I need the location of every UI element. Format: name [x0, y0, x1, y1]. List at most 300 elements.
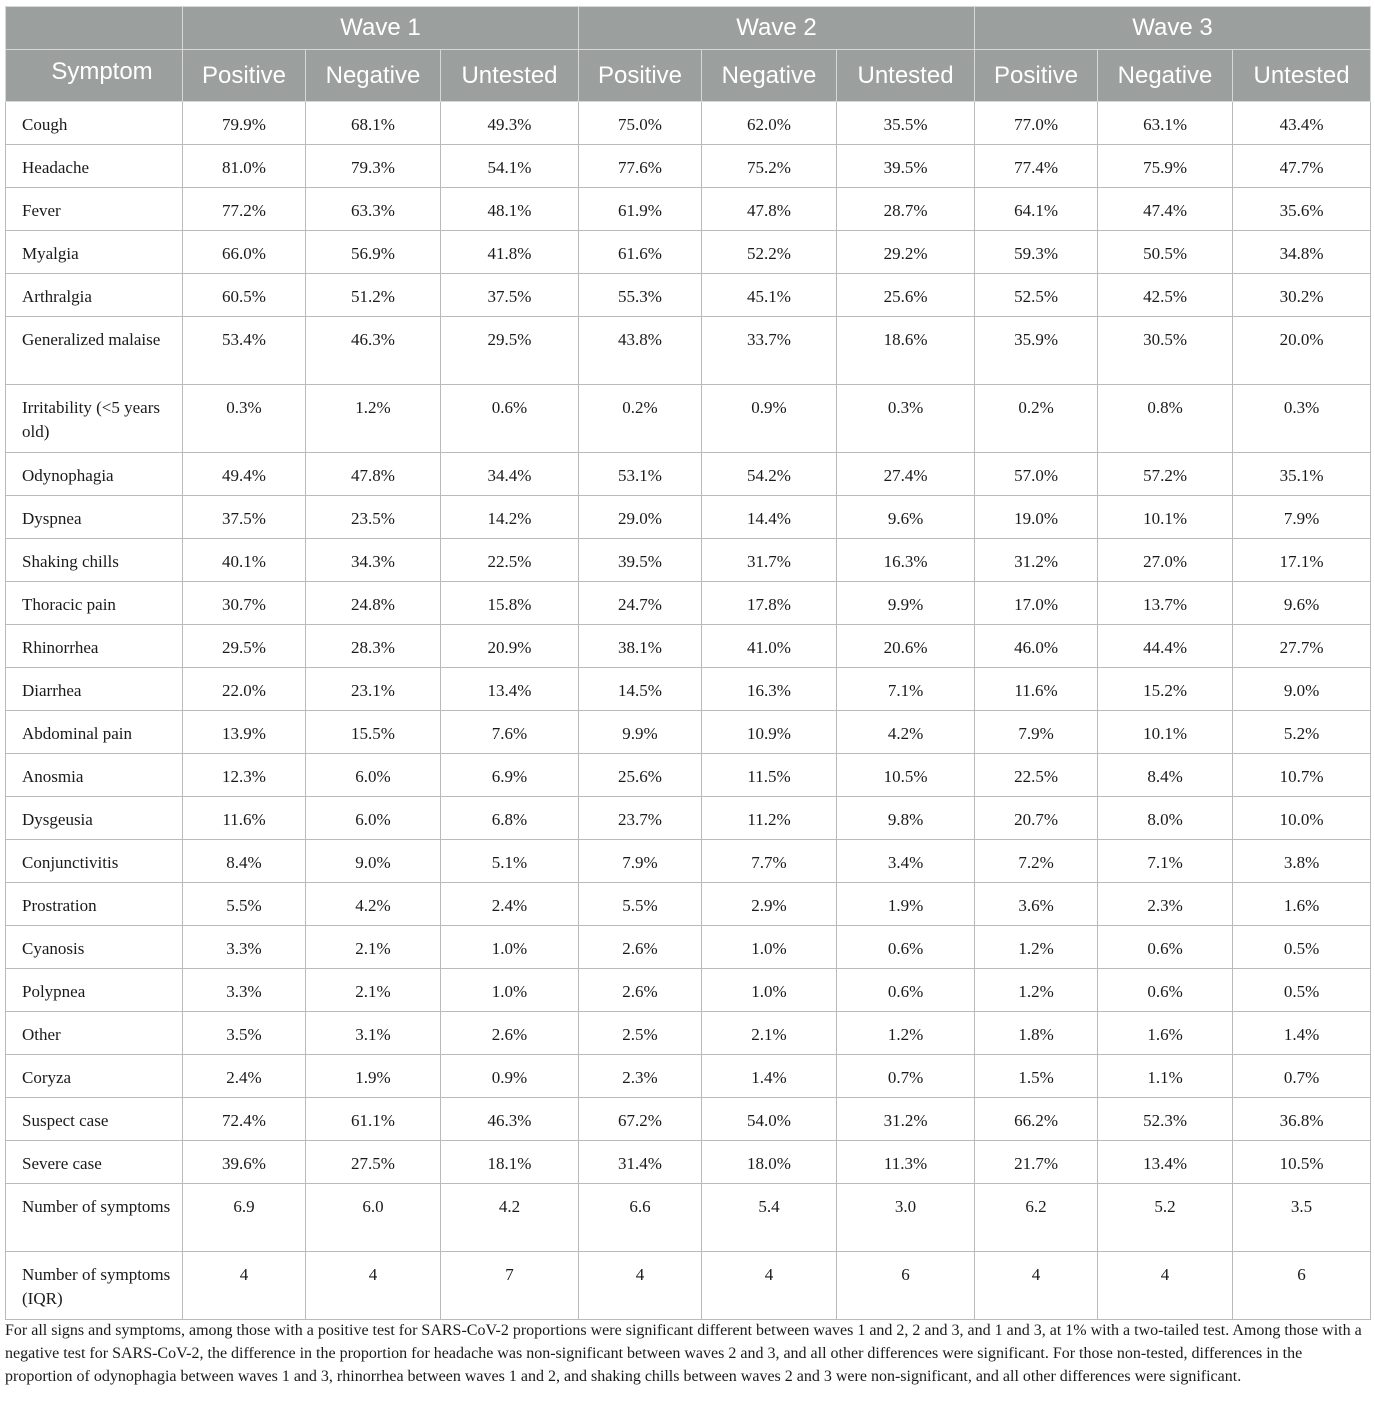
value-cell: 7.7%: [702, 840, 837, 883]
value-cell: 20.0%: [1233, 317, 1371, 385]
value-cell: 7: [441, 1252, 579, 1320]
value-cell: 3.5: [1233, 1184, 1371, 1252]
value-cell: 55.3%: [579, 274, 702, 317]
symptom-name-cell: Cyanosis: [6, 926, 183, 969]
value-cell: 25.6%: [837, 274, 975, 317]
value-cell: 6.9: [183, 1184, 306, 1252]
value-cell: 9.0%: [306, 840, 441, 883]
value-cell: 18.1%: [441, 1141, 579, 1184]
symptom-name-cell: Cough: [6, 102, 183, 145]
table-row: [6, 188, 1371, 231]
symptom-name-cell: Number of symptoms (IQR): [6, 1252, 183, 1320]
value-cell: 11.6%: [183, 797, 306, 840]
wave-3-positive-header: Positive: [975, 50, 1098, 102]
value-cell: 5.5%: [183, 883, 306, 926]
symptom-name-cell: Shaking chills: [6, 539, 183, 582]
value-cell: 75.0%: [579, 102, 702, 145]
value-cell: 24.8%: [306, 582, 441, 625]
value-cell: 28.3%: [306, 625, 441, 668]
value-cell: 56.9%: [306, 231, 441, 274]
value-cell: 61.1%: [306, 1098, 441, 1141]
symptoms-table: [5, 6, 1371, 1320]
subheader-row: [6, 50, 1371, 102]
value-cell: 57.0%: [975, 453, 1098, 496]
value-cell: 2.5%: [579, 1012, 702, 1055]
value-cell: 23.5%: [306, 496, 441, 539]
table-footnote: For all signs and symptoms, among those with a positive test for SARS-CoV-2 proportions were significant different between waves 1 and 2, 2 and 3, and 1 and 3, at 1% with a two-tailed test. Among those with a negative test for SARS-CoV-2, the difference in the proportion for headache was non-significant between waves 2 and 3, and all other differences were significant. For those non-tested, differences in the proportion of odynophagia between waves 1 and 3, rhinorrhea between waves 1 and 2, and shaking chills between waves 2 and 3 were non-significant, and all other differences were significant.: [5, 1322, 1362, 1385]
value-cell: 47.8%: [702, 188, 837, 231]
symptom-name-cell: Severe case: [6, 1141, 183, 1184]
table-row: [6, 1252, 1371, 1320]
value-cell: 42.5%: [1098, 274, 1233, 317]
value-cell: 0.6%: [1098, 926, 1233, 969]
value-cell: 10.1%: [1098, 711, 1233, 754]
symptom-name-cell: Headache: [6, 145, 183, 188]
table-body: [6, 102, 1371, 1320]
value-cell: 2.1%: [306, 926, 441, 969]
symptom-name-cell: Conjunctivitis: [6, 840, 183, 883]
symptom-name-cell: Coryza: [6, 1055, 183, 1098]
value-cell: 19.0%: [975, 496, 1098, 539]
value-cell: 0.9%: [702, 385, 837, 453]
value-cell: 53.1%: [579, 453, 702, 496]
value-cell: 1.2%: [975, 969, 1098, 1012]
table-row: [6, 1098, 1371, 1141]
symptom-name-cell: Abdominal pain: [6, 711, 183, 754]
value-cell: 0.6%: [837, 926, 975, 969]
value-cell: 79.3%: [306, 145, 441, 188]
value-cell: 0.9%: [441, 1055, 579, 1098]
value-cell: 4: [183, 1252, 306, 1320]
value-cell: 5.5%: [579, 883, 702, 926]
value-cell: 13.7%: [1098, 582, 1233, 625]
value-cell: 38.1%: [579, 625, 702, 668]
value-cell: 1.0%: [702, 926, 837, 969]
value-cell: 10.5%: [837, 754, 975, 797]
symptom-name-cell: Thoracic pain: [6, 582, 183, 625]
wave-2-negative-header: Negative: [702, 50, 837, 102]
symptom-name-cell: Rhinorrhea: [6, 625, 183, 668]
value-cell: 0.3%: [183, 385, 306, 453]
value-cell: 23.1%: [306, 668, 441, 711]
symptom-name-cell: Suspect case: [6, 1098, 183, 1141]
value-cell: 23.7%: [579, 797, 702, 840]
value-cell: 29.5%: [441, 317, 579, 385]
wave-2-positive-header: Positive: [579, 50, 702, 102]
value-cell: 34.3%: [306, 539, 441, 582]
value-cell: 1.0%: [441, 969, 579, 1012]
value-cell: 40.1%: [183, 539, 306, 582]
value-cell: 54.0%: [702, 1098, 837, 1141]
value-cell: 30.7%: [183, 582, 306, 625]
value-cell: 72.4%: [183, 1098, 306, 1141]
wave-1-positive-header: Positive: [183, 50, 306, 102]
value-cell: 22.0%: [183, 668, 306, 711]
symptom-column-header: Symptom: [6, 50, 183, 102]
value-cell: 1.4%: [1233, 1012, 1371, 1055]
table-row: [6, 625, 1371, 668]
value-cell: 6: [1233, 1252, 1371, 1320]
value-cell: 77.4%: [975, 145, 1098, 188]
value-cell: 77.0%: [975, 102, 1098, 145]
value-cell: 2.4%: [183, 1055, 306, 1098]
value-cell: 17.1%: [1233, 539, 1371, 582]
value-cell: 3.1%: [306, 1012, 441, 1055]
value-cell: 3.0: [837, 1184, 975, 1252]
value-cell: 47.8%: [306, 453, 441, 496]
value-cell: 44.4%: [1098, 625, 1233, 668]
value-cell: 11.3%: [837, 1141, 975, 1184]
value-cell: 7.9%: [975, 711, 1098, 754]
value-cell: 1.0%: [702, 969, 837, 1012]
value-cell: 5.2%: [1233, 711, 1371, 754]
value-cell: 46.3%: [441, 1098, 579, 1141]
value-cell: 7.1%: [1098, 840, 1233, 883]
value-cell: 4.2%: [306, 883, 441, 926]
value-cell: 2.1%: [306, 969, 441, 1012]
value-cell: 3.5%: [183, 1012, 306, 1055]
wave-header-row: [6, 7, 1371, 50]
value-cell: 68.1%: [306, 102, 441, 145]
value-cell: 13.9%: [183, 711, 306, 754]
value-cell: 8.4%: [1098, 754, 1233, 797]
value-cell: 77.2%: [183, 188, 306, 231]
value-cell: 1.6%: [1098, 1012, 1233, 1055]
value-cell: 34.4%: [441, 453, 579, 496]
value-cell: 6.8%: [441, 797, 579, 840]
value-cell: 24.7%: [579, 582, 702, 625]
value-cell: 47.7%: [1233, 145, 1371, 188]
value-cell: 66.2%: [975, 1098, 1098, 1141]
value-cell: 37.5%: [183, 496, 306, 539]
value-cell: 9.6%: [1233, 582, 1371, 625]
value-cell: 1.0%: [441, 926, 579, 969]
value-cell: 1.4%: [702, 1055, 837, 1098]
value-cell: 43.8%: [579, 317, 702, 385]
value-cell: 9.9%: [837, 582, 975, 625]
table-row: [6, 496, 1371, 539]
value-cell: 27.4%: [837, 453, 975, 496]
value-cell: 49.3%: [441, 102, 579, 145]
value-cell: 6: [837, 1252, 975, 1320]
value-cell: 0.2%: [975, 385, 1098, 453]
table-header: [6, 7, 1371, 102]
value-cell: 79.9%: [183, 102, 306, 145]
value-cell: 1.2%: [837, 1012, 975, 1055]
value-cell: 46.3%: [306, 317, 441, 385]
value-cell: 5.1%: [441, 840, 579, 883]
value-cell: 27.7%: [1233, 625, 1371, 668]
value-cell: 46.0%: [975, 625, 1098, 668]
symptom-name-cell: Other: [6, 1012, 183, 1055]
symptom-name-cell: Diarrhea: [6, 668, 183, 711]
symptom-name-cell: Number of symptoms: [6, 1184, 183, 1252]
value-cell: 6.0%: [306, 754, 441, 797]
value-cell: 10.1%: [1098, 496, 1233, 539]
value-cell: 31.2%: [837, 1098, 975, 1141]
value-cell: 43.4%: [1233, 102, 1371, 145]
wave-3-negative-header: Negative: [1098, 50, 1233, 102]
value-cell: 2.3%: [579, 1055, 702, 1098]
table-row: [6, 797, 1371, 840]
table-row: [6, 274, 1371, 317]
value-cell: 16.3%: [837, 539, 975, 582]
value-cell: 4.2: [441, 1184, 579, 1252]
table-row: [6, 317, 1371, 385]
value-cell: 2.6%: [579, 969, 702, 1012]
value-cell: 37.5%: [441, 274, 579, 317]
value-cell: 7.1%: [837, 668, 975, 711]
value-cell: 14.4%: [702, 496, 837, 539]
value-cell: 0.8%: [1098, 385, 1233, 453]
wave-3-header: Wave 3: [975, 7, 1371, 50]
value-cell: 3.8%: [1233, 840, 1371, 883]
value-cell: 52.5%: [975, 274, 1098, 317]
value-cell: 51.2%: [306, 274, 441, 317]
value-cell: 6.9%: [441, 754, 579, 797]
table-row: [6, 840, 1371, 883]
symptom-name-cell: Myalgia: [6, 231, 183, 274]
value-cell: 28.7%: [837, 188, 975, 231]
value-cell: 48.1%: [441, 188, 579, 231]
value-cell: 52.2%: [702, 231, 837, 274]
value-cell: 29.2%: [837, 231, 975, 274]
value-cell: 35.9%: [975, 317, 1098, 385]
value-cell: 15.8%: [441, 582, 579, 625]
value-cell: 9.8%: [837, 797, 975, 840]
value-cell: 54.2%: [702, 453, 837, 496]
value-cell: 8.0%: [1098, 797, 1233, 840]
value-cell: 30.2%: [1233, 274, 1371, 317]
table-row: [6, 1141, 1371, 1184]
value-cell: 75.9%: [1098, 145, 1233, 188]
table-row: [6, 453, 1371, 496]
value-cell: 27.0%: [1098, 539, 1233, 582]
symptom-header-spacer: [6, 7, 183, 50]
value-cell: 1.9%: [837, 883, 975, 926]
value-cell: 13.4%: [441, 668, 579, 711]
value-cell: 4: [579, 1252, 702, 1320]
table-row: [6, 1012, 1371, 1055]
value-cell: 20.6%: [837, 625, 975, 668]
symptom-name-cell: Anosmia: [6, 754, 183, 797]
value-cell: 6.0%: [306, 797, 441, 840]
value-cell: 18.0%: [702, 1141, 837, 1184]
value-cell: 39.5%: [837, 145, 975, 188]
symptom-name-cell: Dysgeusia: [6, 797, 183, 840]
table-row: [6, 102, 1371, 145]
value-cell: 59.3%: [975, 231, 1098, 274]
value-cell: 2.1%: [702, 1012, 837, 1055]
value-cell: 5.2: [1098, 1184, 1233, 1252]
value-cell: 39.6%: [183, 1141, 306, 1184]
value-cell: 5.4: [702, 1184, 837, 1252]
symptom-name-cell: Dyspnea: [6, 496, 183, 539]
value-cell: 39.5%: [579, 539, 702, 582]
value-cell: 81.0%: [183, 145, 306, 188]
symptom-name-cell: Prostration: [6, 883, 183, 926]
value-cell: 35.6%: [1233, 188, 1371, 231]
value-cell: 35.1%: [1233, 453, 1371, 496]
value-cell: 7.2%: [975, 840, 1098, 883]
value-cell: 1.5%: [975, 1055, 1098, 1098]
value-cell: 50.5%: [1098, 231, 1233, 274]
value-cell: 17.0%: [975, 582, 1098, 625]
value-cell: 1.2%: [306, 385, 441, 453]
value-cell: 9.9%: [579, 711, 702, 754]
value-cell: 77.6%: [579, 145, 702, 188]
value-cell: 0.6%: [837, 969, 975, 1012]
symptom-name-cell: Odynophagia: [6, 453, 183, 496]
value-cell: 3.6%: [975, 883, 1098, 926]
value-cell: 1.1%: [1098, 1055, 1233, 1098]
value-cell: 6.2: [975, 1184, 1098, 1252]
table-row: [6, 1055, 1371, 1098]
value-cell: 0.7%: [837, 1055, 975, 1098]
value-cell: 63.3%: [306, 188, 441, 231]
value-cell: 31.4%: [579, 1141, 702, 1184]
table-row: [6, 969, 1371, 1012]
value-cell: 16.3%: [702, 668, 837, 711]
value-cell: 8.4%: [183, 840, 306, 883]
value-cell: 0.2%: [579, 385, 702, 453]
value-cell: 1.6%: [1233, 883, 1371, 926]
value-cell: 0.5%: [1233, 926, 1371, 969]
value-cell: 0.3%: [837, 385, 975, 453]
value-cell: 30.5%: [1098, 317, 1233, 385]
table-row: [6, 754, 1371, 797]
value-cell: 1.8%: [975, 1012, 1098, 1055]
value-cell: 13.4%: [1098, 1141, 1233, 1184]
table-row: [6, 668, 1371, 711]
value-cell: 4: [975, 1252, 1098, 1320]
value-cell: 2.6%: [579, 926, 702, 969]
value-cell: 15.5%: [306, 711, 441, 754]
value-cell: 0.6%: [1098, 969, 1233, 1012]
value-cell: 4: [306, 1252, 441, 1320]
value-cell: 17.8%: [702, 582, 837, 625]
value-cell: 1.9%: [306, 1055, 441, 1098]
wave-2-untested-header: Untested: [837, 50, 975, 102]
value-cell: 54.1%: [441, 145, 579, 188]
wave-1-header: Wave 1: [183, 7, 579, 50]
value-cell: 34.8%: [1233, 231, 1371, 274]
symptom-name-cell: Arthralgia: [6, 274, 183, 317]
value-cell: 0.6%: [441, 385, 579, 453]
value-cell: 9.0%: [1233, 668, 1371, 711]
value-cell: 22.5%: [975, 754, 1098, 797]
value-cell: 64.1%: [975, 188, 1098, 231]
table-row: [6, 385, 1371, 453]
value-cell: 18.6%: [837, 317, 975, 385]
value-cell: 2.4%: [441, 883, 579, 926]
value-cell: 2.9%: [702, 883, 837, 926]
value-cell: 25.6%: [579, 754, 702, 797]
value-cell: 22.5%: [441, 539, 579, 582]
value-cell: 41.0%: [702, 625, 837, 668]
value-cell: 75.2%: [702, 145, 837, 188]
value-cell: 33.7%: [702, 317, 837, 385]
wave-3-untested-header: Untested: [1233, 50, 1371, 102]
value-cell: 12.3%: [183, 754, 306, 797]
value-cell: 49.4%: [183, 453, 306, 496]
table-row: [6, 926, 1371, 969]
value-cell: 10.7%: [1233, 754, 1371, 797]
value-cell: 47.4%: [1098, 188, 1233, 231]
symptom-name-cell: Irritability (<5 years old): [6, 385, 183, 453]
value-cell: 27.5%: [306, 1141, 441, 1184]
table-row: [6, 1184, 1371, 1252]
value-cell: 31.7%: [702, 539, 837, 582]
value-cell: 53.4%: [183, 317, 306, 385]
table-row: [6, 582, 1371, 625]
value-cell: 0.3%: [1233, 385, 1371, 453]
wave-1-negative-header: Negative: [306, 50, 441, 102]
value-cell: 4: [1098, 1252, 1233, 1320]
value-cell: 21.7%: [975, 1141, 1098, 1184]
value-cell: 29.5%: [183, 625, 306, 668]
value-cell: 29.0%: [579, 496, 702, 539]
value-cell: 2.3%: [1098, 883, 1233, 926]
value-cell: 3.3%: [183, 969, 306, 1012]
table-row: [6, 883, 1371, 926]
value-cell: 61.9%: [579, 188, 702, 231]
value-cell: 0.5%: [1233, 969, 1371, 1012]
value-cell: 67.2%: [579, 1098, 702, 1141]
value-cell: 10.9%: [702, 711, 837, 754]
value-cell: 10.0%: [1233, 797, 1371, 840]
value-cell: 60.5%: [183, 274, 306, 317]
value-cell: 31.2%: [975, 539, 1098, 582]
symptom-name-cell: Polypnea: [6, 969, 183, 1012]
value-cell: 7.9%: [579, 840, 702, 883]
table-row: [6, 711, 1371, 754]
value-cell: 9.6%: [837, 496, 975, 539]
value-cell: 11.5%: [702, 754, 837, 797]
table-row: [6, 145, 1371, 188]
symptom-name-cell: Generalized malaise: [6, 317, 183, 385]
value-cell: 11.2%: [702, 797, 837, 840]
value-cell: 35.5%: [837, 102, 975, 145]
value-cell: 57.2%: [1098, 453, 1233, 496]
value-cell: 3.4%: [837, 840, 975, 883]
wave-2-header: Wave 2: [579, 7, 975, 50]
value-cell: 1.2%: [975, 926, 1098, 969]
value-cell: 3.3%: [183, 926, 306, 969]
value-cell: 62.0%: [702, 102, 837, 145]
value-cell: 6.0: [306, 1184, 441, 1252]
value-cell: 20.9%: [441, 625, 579, 668]
value-cell: 0.7%: [1233, 1055, 1371, 1098]
value-cell: 6.6: [579, 1184, 702, 1252]
value-cell: 66.0%: [183, 231, 306, 274]
value-cell: 4: [702, 1252, 837, 1320]
value-cell: 52.3%: [1098, 1098, 1233, 1141]
value-cell: 14.2%: [441, 496, 579, 539]
value-cell: 61.6%: [579, 231, 702, 274]
value-cell: 4.2%: [837, 711, 975, 754]
value-cell: 15.2%: [1098, 668, 1233, 711]
value-cell: 7.6%: [441, 711, 579, 754]
table-row: [6, 539, 1371, 582]
value-cell: 14.5%: [579, 668, 702, 711]
value-cell: 7.9%: [1233, 496, 1371, 539]
value-cell: 63.1%: [1098, 102, 1233, 145]
table-row: [6, 231, 1371, 274]
wave-1-untested-header: Untested: [441, 50, 579, 102]
value-cell: 45.1%: [702, 274, 837, 317]
value-cell: 41.8%: [441, 231, 579, 274]
